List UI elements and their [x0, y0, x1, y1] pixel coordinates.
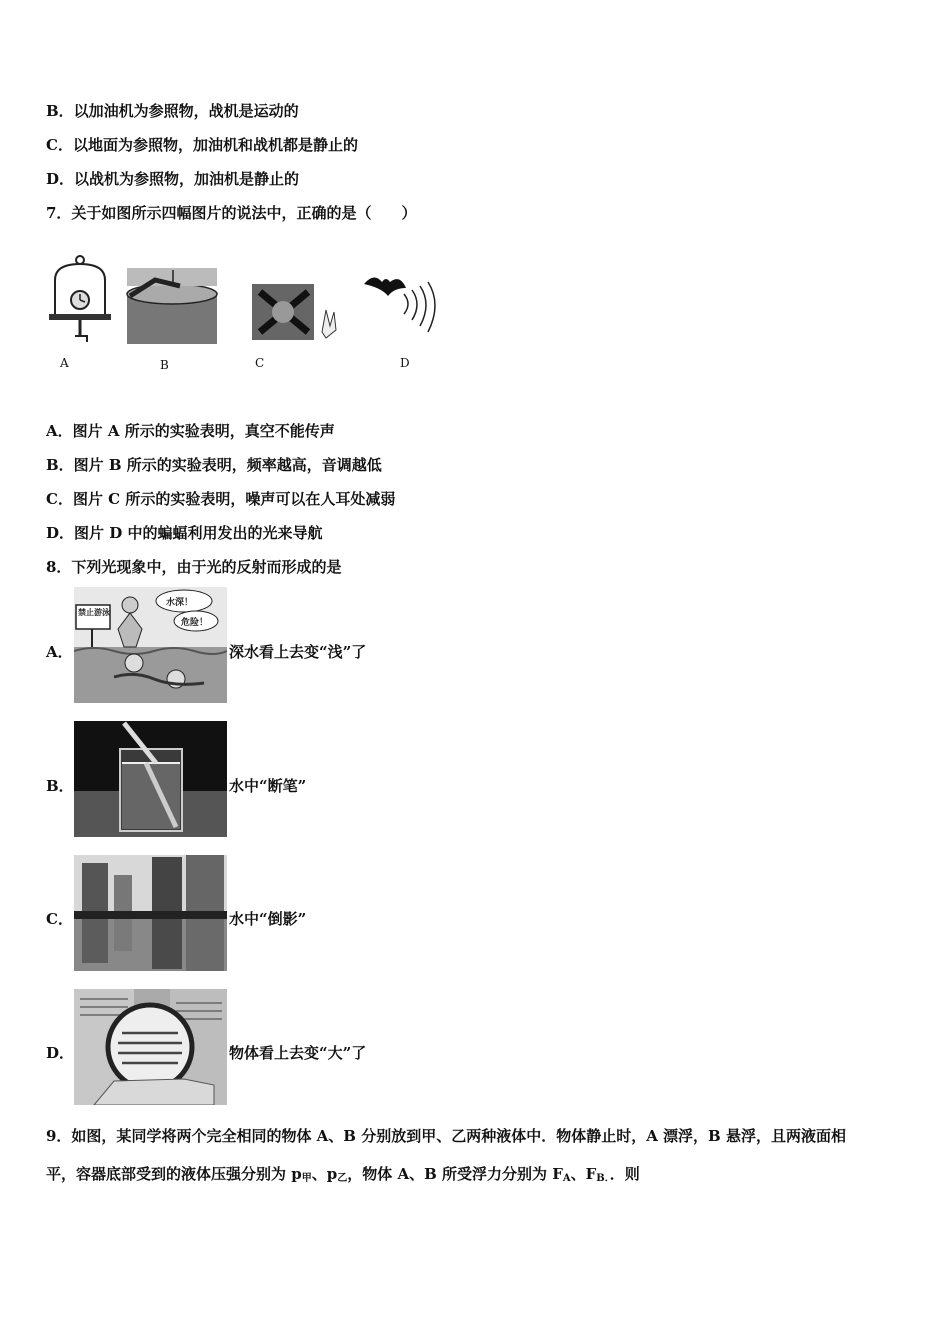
q7-option-c: C．图片 C 所示的实验表明，噪声可以在人耳处减弱: [46, 490, 396, 508]
q7-fig-label-b: B: [160, 358, 169, 372]
q9-stem-line2: [46, 1164, 640, 1189]
q8-option-d-text: 物体看上去变“大”了: [229, 1044, 367, 1062]
q9-sub-b: B．: [596, 1173, 610, 1184]
q7-option-b: B．图片 B 所示的实验表明，频率越高，音调越低: [46, 456, 382, 474]
q8-a-sign-text: 禁止游泳: [78, 608, 110, 617]
q9-sub-a: A: [562, 1173, 571, 1184]
q8-a-bubble-2: 危险！: [181, 618, 209, 628]
q9-sub-jia: 甲: [301, 1173, 312, 1184]
q6-option-d: D．以战机为参照物，加油机是静止的: [46, 170, 300, 188]
q7-option-d: D．图片 D 中的蝙蝠利用发出的光来导航: [46, 524, 323, 542]
q8-option-d-letter: D．: [46, 1044, 75, 1062]
bell-jar-figure: [45, 252, 115, 352]
q8-option-b-text: 水中“断笔”: [229, 777, 307, 795]
bat-figure: [360, 266, 445, 346]
q7-fig-label-c: C: [255, 356, 265, 370]
q9-stem-line1: 9．如图，某同学将两个完全相同的物体 A、B 分别放到甲、乙两种液体中．物体静止时，A 漂浮，B 悬浮，且两液面相: [46, 1127, 846, 1145]
q9-text-part1: 平，容器底部受到的液体压强分别为 p: [46, 1165, 302, 1183]
q8-option-b-image: [74, 721, 227, 837]
q8-a-bubble-1: 水深！: [166, 598, 194, 608]
q9-sub-yi: 乙: [337, 1173, 348, 1184]
q8-stem: 8．下列光现象中，由于光的反射而形成的是: [46, 558, 342, 576]
q9-text-part2: 、p: [311, 1165, 338, 1183]
q9-text-part3: ，物体 A、B 所受浮力分别为 F: [347, 1165, 563, 1183]
q8-option-d-image: [74, 989, 227, 1105]
q7-fig-label-d: D: [400, 356, 410, 370]
q7-option-a: A．图片 A 所示的实验表明，真空不能传声: [46, 422, 335, 440]
noise-sign-figure: [250, 282, 345, 342]
q7-fig-label-a: A: [60, 356, 69, 370]
q8-option-a-image: [74, 587, 227, 703]
q8-option-c-text: 水中“倒影”: [229, 910, 307, 928]
drum-figure: [125, 266, 220, 346]
q6-option-c: C．以地面为参照物，加油机和战机都是静止的: [46, 136, 358, 154]
q7-figure-row: [45, 252, 447, 374]
q8-option-a-letter: A．: [46, 643, 73, 661]
q8-option-a-text: 深水看上去变“浅”了: [229, 643, 367, 661]
q9-text-part4: 、F: [570, 1165, 597, 1183]
q8-option-c-letter: C．: [46, 910, 73, 928]
q7-stem: 7．关于如图所示四幅图片的说法中，正确的是（ ）: [46, 204, 417, 222]
q8-option-b-letter: B．: [46, 777, 74, 795]
q6-option-b: B．以加油机为参照物，战机是运动的: [46, 102, 299, 120]
q8-option-c-image: [74, 855, 227, 971]
q9-text-part5: ．则: [609, 1165, 640, 1183]
